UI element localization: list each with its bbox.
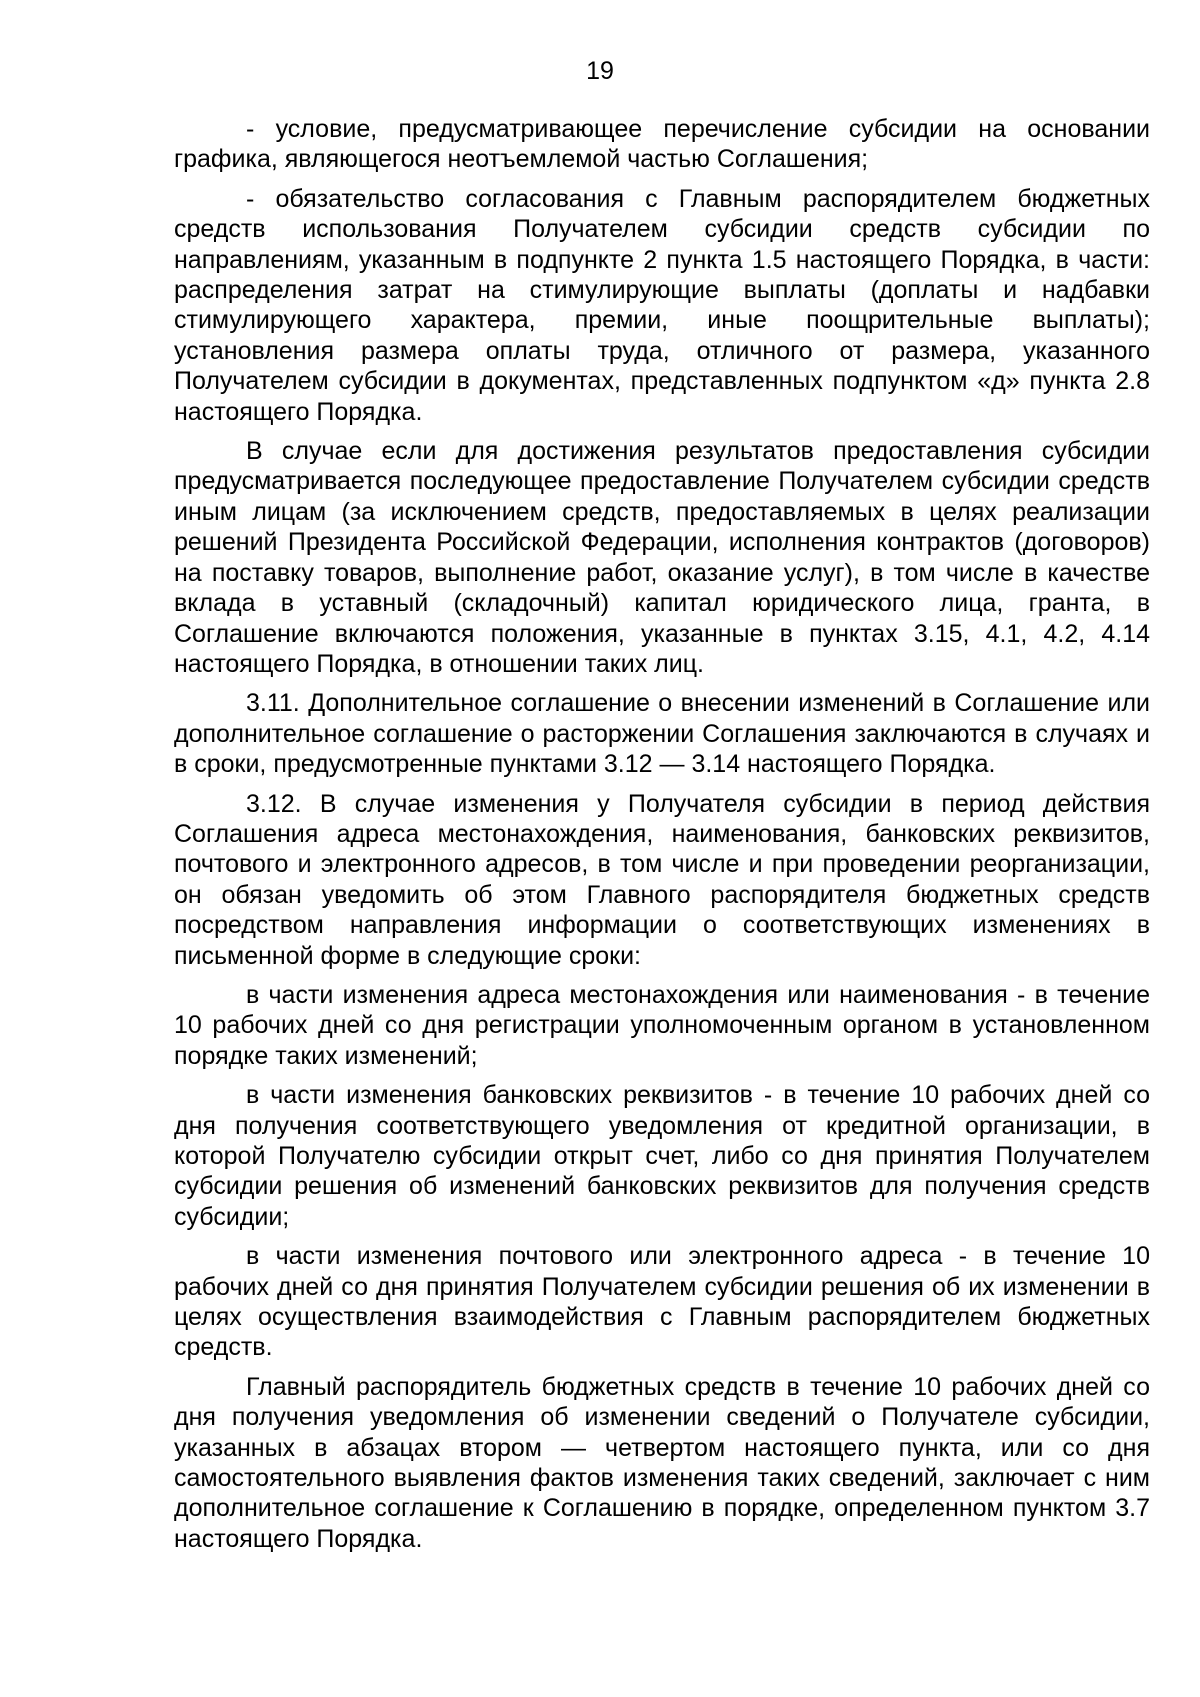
paragraph: - обязательство согласования с Главным распорядителем бюджетных средств использования Получателем субсидии средств субсидии по направлениям, указанным в подпункте 2 пункта 1.5 настоящего Порядка, в части: распределения затрат на стимулирующие выплаты (доплаты и надбавки стимулирующего характера, премии, иные поощрительные выплаты); установления размера оплаты труда, отличного от размера, указанного Получателем субсидии в документах, представленных подпунктом «д» пункта 2.8 настоящего Порядка.	[174, 184, 1150, 426]
paragraph: 3.12. В случае изменения у Получателя субсидии в период действия Соглашения адреса местонахождения, наименования, банковских реквизитов, почтового и электронного адресов, в том числе и при проведении реорганизации, он обязан уведомить об этом Главного распорядителя бюджетных средств посредством направления информации о соответствующих изменениях в письменной форме в следующие сроки:	[174, 789, 1150, 970]
paragraph: в части изменения адреса местонахождения или наименования - в течение 10 рабочих дней со дня регистрации уполномоченным органом в установленном порядке таких изменений;	[174, 980, 1150, 1070]
paragraph: 3.11. Дополнительное соглашение о внесении изменений в Соглашение или дополнительное соглашение о расторжении Соглашения заключаются в случаях и в сроки, предусмотренные пунктами 3.12 — 3.14 настоящего Порядка.	[174, 689, 1150, 779]
paragraph: В случае если для достижения результатов предоставления субсидии предусматривается последующее предоставление Получателем субсидии средств иным лицам (за исключением средств, предоставляемых в целях реализации решений Президента Российской Федерации, исполнения контрактов (договоров) на поставку товаров, выполнение работ, оказание услуг), в том числе в качестве вклада в уставный (складочный) капитал юридического лица, гранта, в Соглашение включаются положения, указанные в пунктах 3.15, 4.1, 4.2, 4.14 настоящего Порядка, в отношении таких лиц.	[174, 437, 1150, 678]
page-number: 19	[586, 57, 614, 85]
paragraph: - условие, предусматривающее перечисление субсидии на основании графика, являющегося неотъемлемой частью Соглашения;	[174, 115, 1150, 174]
document-body	[174, 114, 1150, 1563]
paragraph: в части изменения почтового или электронного адреса - в течение 10 рабочих дней со дня принятия Получателем субсидии решения об их изменении в целях осуществления взаимодействия с Главным распорядителем бюджетных средств.	[174, 1242, 1150, 1362]
paragraph: Главный распорядитель бюджетных средств в течение 10 рабочих дней со дня получения уведомления об изменении сведений о Получателе субсидии, указанных в абзацах втором — четвертом настоящего пункта, или со дня самостоятельного выявления фактов изменения таких сведений, заключает с ним дополнительное соглашение к Соглашению в порядке, определенном пунктом 3.7 настоящего Порядка.	[174, 1372, 1150, 1553]
paragraph: в части изменения банковских реквизитов - в течение 10 рабочих дней со дня получения соответствующего уведомления от кредитной организации, в которой Получателю субсидии открыт счет, либо со дня принятия Получателем субсидии решения об изменений банковских реквизитов для получения средств субсидии;	[174, 1081, 1150, 1231]
